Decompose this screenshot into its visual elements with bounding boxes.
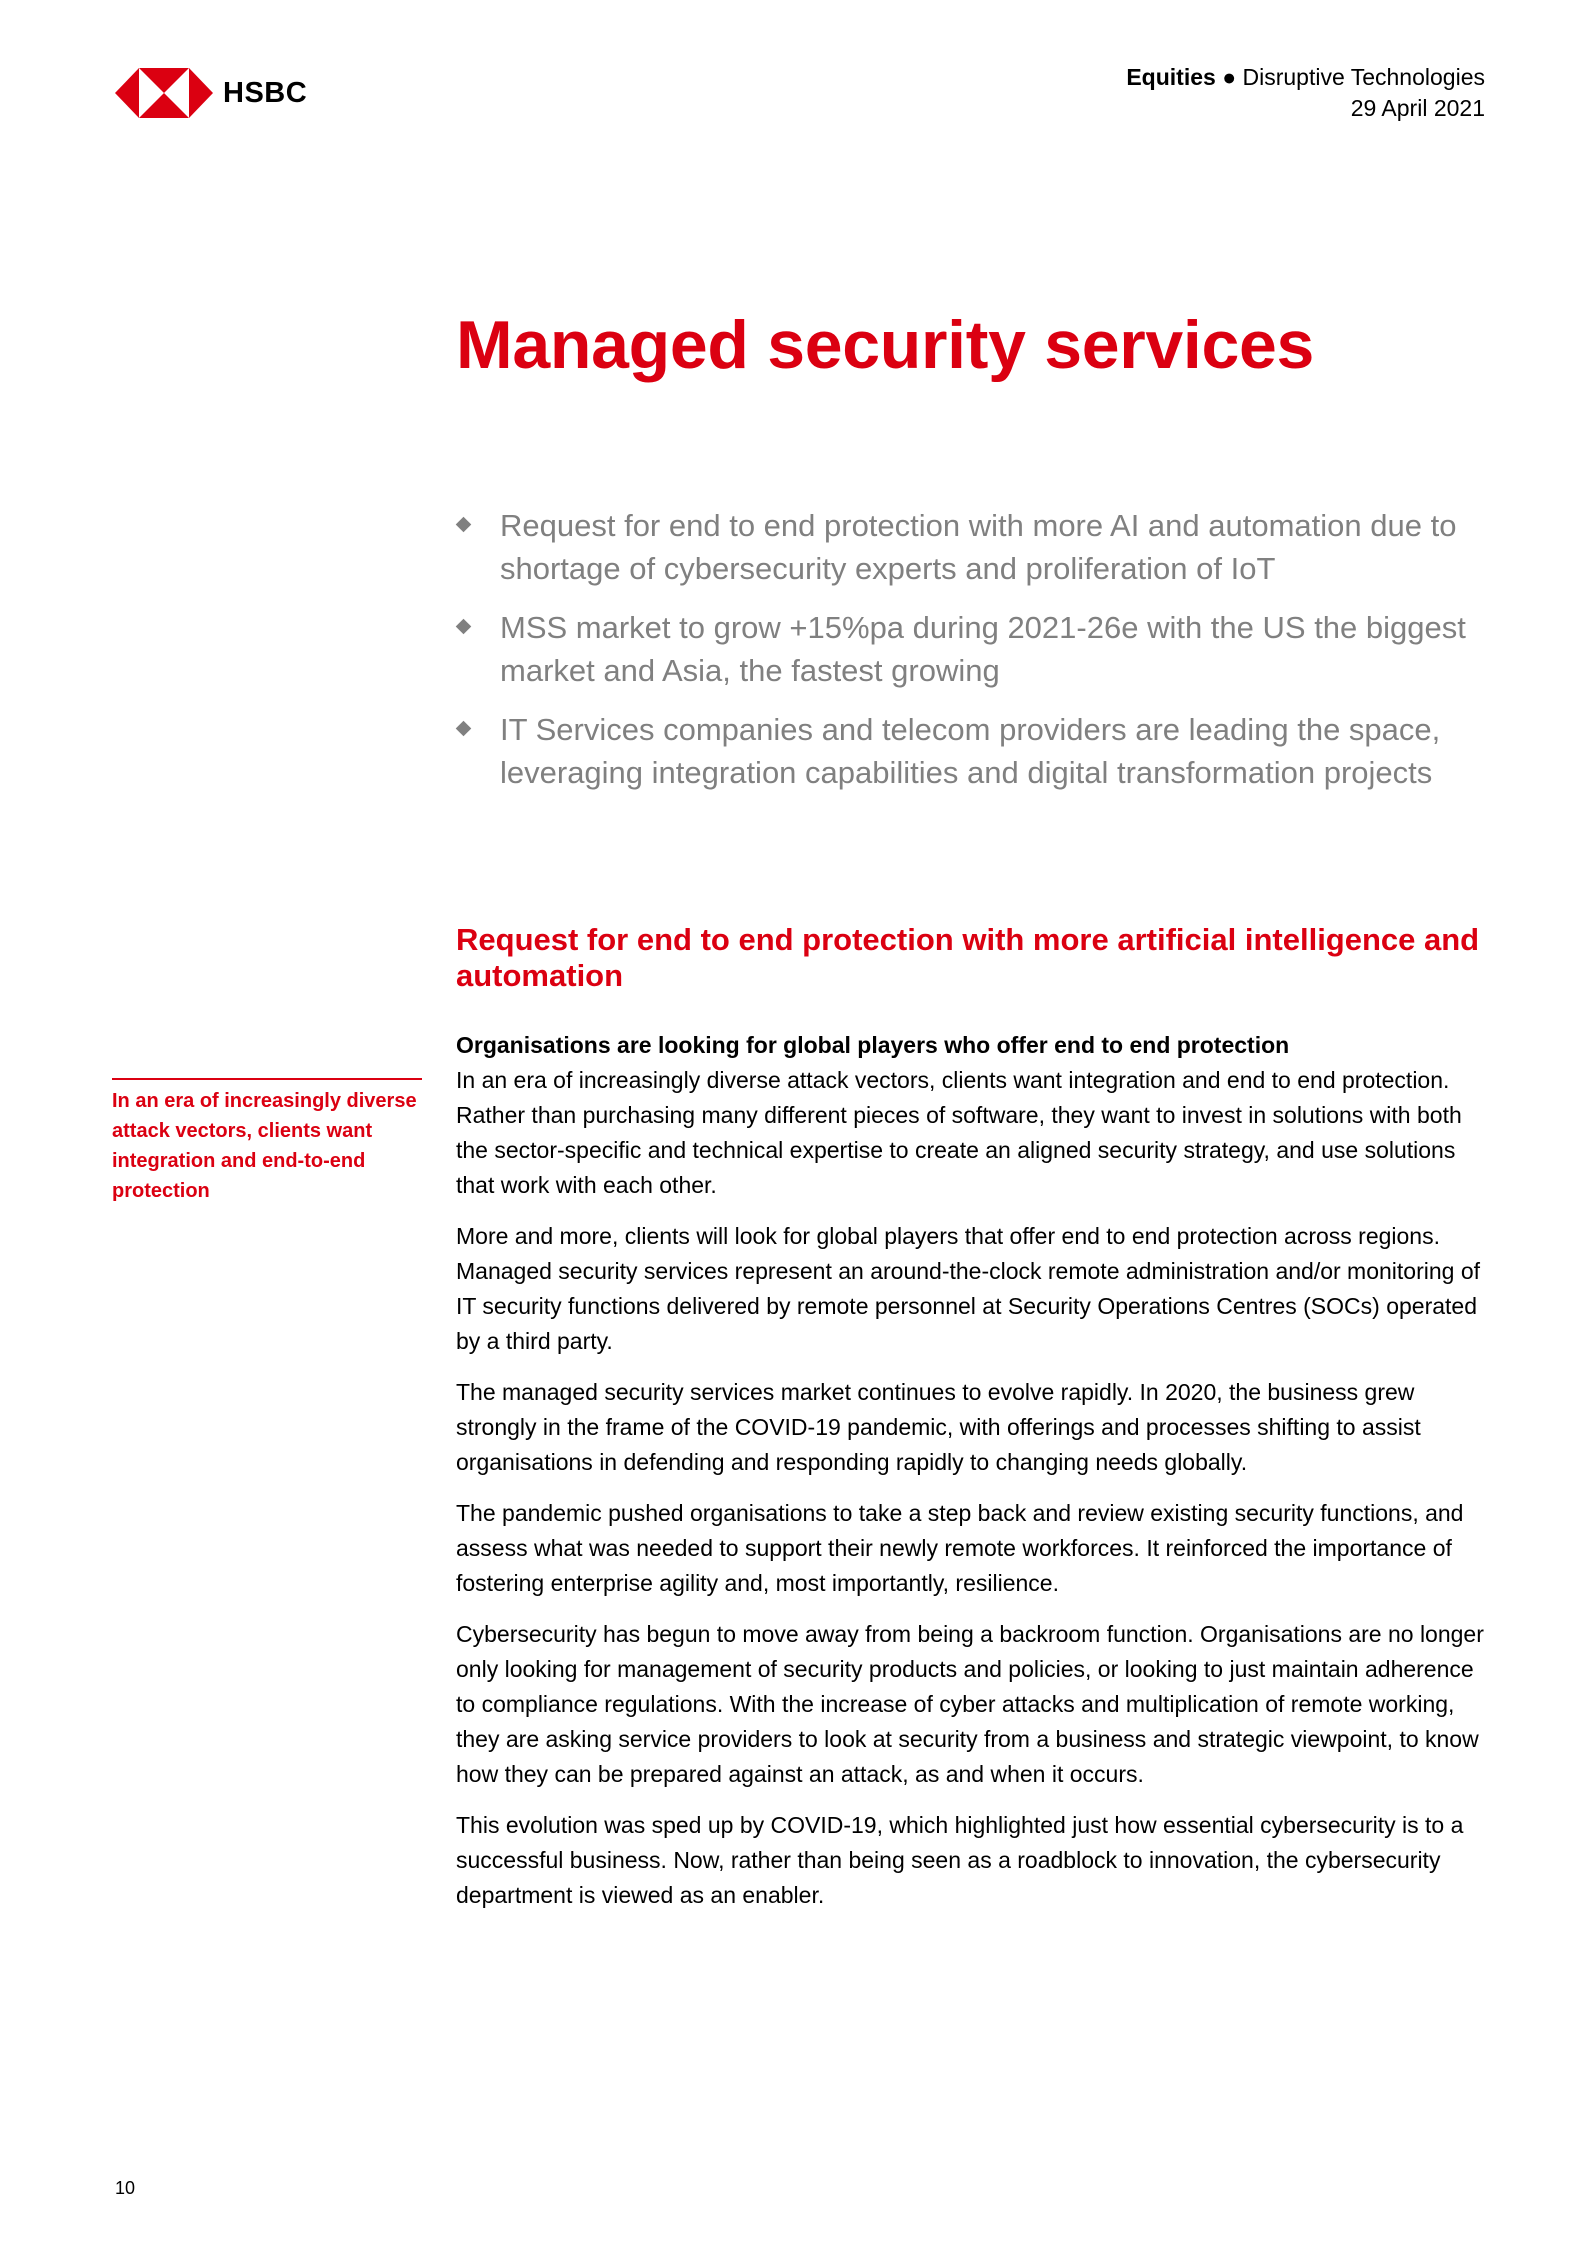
diamond-bullet-icon	[456, 721, 472, 737]
hsbc-hexagon-icon	[115, 68, 213, 118]
summary-bullet	[456, 606, 1496, 692]
summary-bullet-text: IT Services companies and telecom providers are leading the space, leveraging integration capabilities and digital transformation projects	[500, 712, 1441, 790]
report-category	[1126, 62, 1485, 93]
summary-bullet-text: MSS market to grow +15%pa during 2021-26e with the US the biggest market and Asia, the fastest growing	[500, 610, 1466, 688]
sector-label: Disruptive Technologies	[1242, 64, 1485, 90]
section-heading: Request for end to end protection with more artificial intelligence and automation	[456, 922, 1480, 993]
summary-bullet-list	[456, 504, 1496, 810]
separator-dot: ●	[1222, 64, 1237, 90]
body-paragraph: The managed security services market continues to evolve rapidly. In 2020, the business grew strongly in the frame of the COVID-19 pandemic, with offerings and processes shifting to assist organisations in defending and responding rapidly to changing needs globally.	[456, 1379, 1421, 1475]
body-paragraph: More and more, clients will look for global players that offer end to end protection across regions. Managed security services represent an around-the-clock remote administration and/or monitoring of IT security functions delivered by remote personnel at Security Operations Centres (SOCs) operated by a third party.	[456, 1223, 1481, 1354]
page-title: Managed security services	[456, 307, 1315, 383]
logo-wordmark: HSBC	[223, 76, 308, 109]
hsbc-logo	[115, 68, 307, 118]
department-label: Equities	[1126, 64, 1216, 90]
summary-bullet-text: Request for end to end protection with more AI and automation due to shortage of cybersecurity experts and proliferation of IoT	[500, 508, 1457, 586]
body-paragraph: Cybersecurity has begun to move away from being a backroom function. Organisations are no longer only looking for management of security products and policies, or looking to just maintain adherence to compliance regulations. With the increase of cyber attacks and multiplication of remote working, they are asking service providers to look at security from a business and strategic viewpoint, to know how they can be prepared against an attack, as and when it occurs.	[456, 1621, 1484, 1787]
summary-bullet	[456, 504, 1496, 590]
sidebar-note: In an era of increasingly diverse attack vectors, clients want integration and end-to-end protection	[112, 1090, 417, 1202]
body-paragraph: In an era of increasingly diverse attack vectors, clients want integration and end to end protection. Rather than purchasing many different pieces of software, they want to invest in solutions with both the sector-specific and technical expertise to create an aligned security strategy, and use solutions that work with each other.	[456, 1067, 1462, 1198]
body-paragraph: The pandemic pushed organisations to take a step back and review existing security functions, and assess what was needed to support their newly remote workforces. It reinforced the importance of fostering enterprise agility and, most importantly, resilience.	[456, 1500, 1464, 1596]
body-subheading: Organisations are looking for global players who offer end to end protection	[456, 1032, 1290, 1058]
page-number: 10	[115, 2178, 136, 2198]
diamond-bullet-icon	[456, 517, 472, 533]
body-paragraph: This evolution was sped up by COVID-19, which highlighted just how essential cybersecurity is to a successful business. Now, rather than being seen as a roadblock to innovation, the cybersecurity department is viewed as an enabler.	[456, 1812, 1464, 1908]
sidebar-callout	[112, 1078, 422, 1206]
report-header	[1126, 62, 1485, 124]
diamond-bullet-icon	[456, 619, 472, 635]
article-body	[456, 1028, 1496, 1929]
summary-bullet	[456, 708, 1496, 794]
report-date: 29 April 2021	[1350, 95, 1485, 121]
